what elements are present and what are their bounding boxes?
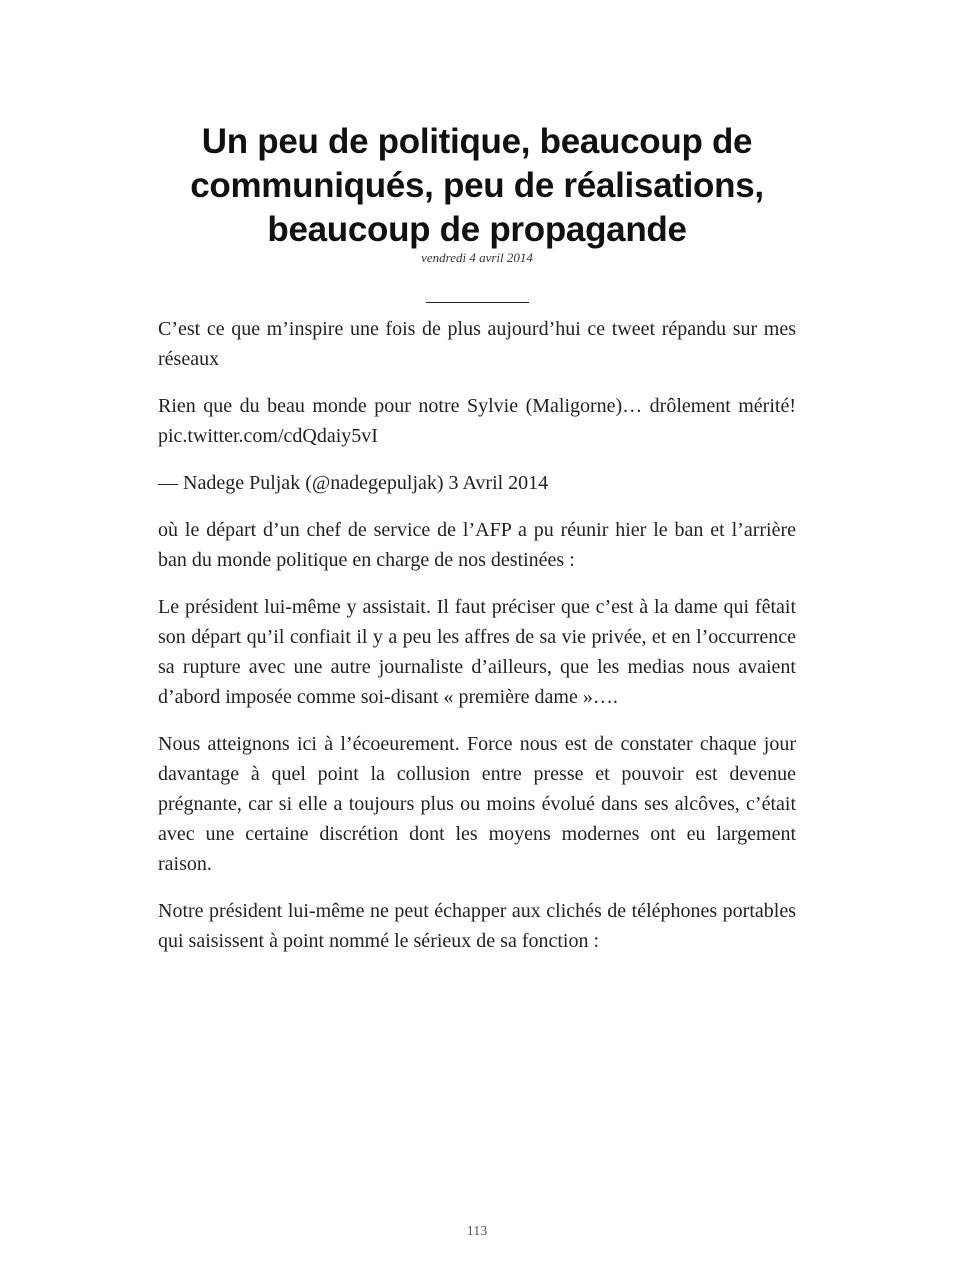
paragraph-tweet-attribution: — Nadege Puljak (@nadegepuljak) 3 Avril 2014	[158, 472, 549, 494]
paragraph-president: Le président lui-même y assistait. Il faut préciser que c’est à la dame qui fêtait son départ qu’il confiait il y a peu les affres de sa vie privée, et en l’occurrence sa rupture avec une autre journaliste d’ailleurs, que les medias nous avaient d’abord imposée comme soi-disant « première dame »….	[158, 596, 796, 708]
article-body	[158, 314, 796, 973]
title-separator	[426, 302, 529, 303]
paragraph-afp-departure: où le départ d’un chef de service de l’AFP a pu réunir hier le ban et l’arrière ban du monde politique en charge de nos destinées :	[158, 519, 796, 571]
paragraph-tweet-text: Rien que du beau monde pour notre Sylvie (Maligorne)… drôlement mérité! pic.twitter.com/cdQdaiy5vI	[158, 395, 796, 447]
paragraph-intro: C’est ce que m’inspire une fois de plus aujourd’hui ce tweet répandu sur mes réseaux	[158, 318, 796, 370]
paragraph-collusion: Nous atteignons ici à l’écoeurement. Force nous est de constater chaque jour davantage à quel point la collusion entre presse et pouvoir est devenue prégnante, car si elle a toujours plus ou moins évolué dans ses alcôves, c’était avec une certaine discrétion dont les moyens modernes ont eu largement raison.	[158, 733, 796, 875]
paragraph-phones: Notre président lui-même ne peut échapper aux clichés de téléphones portables qui saisissent à point nommé le sérieux de sa fonction :	[158, 900, 796, 952]
page-number: 113	[466, 1224, 488, 1239]
page-title: Un peu de politique, beaucoup de communiqués, peu de réalisations, beaucoup de propagande	[190, 122, 764, 249]
publication-date: vendredi 4 avril 2014	[421, 250, 533, 265]
